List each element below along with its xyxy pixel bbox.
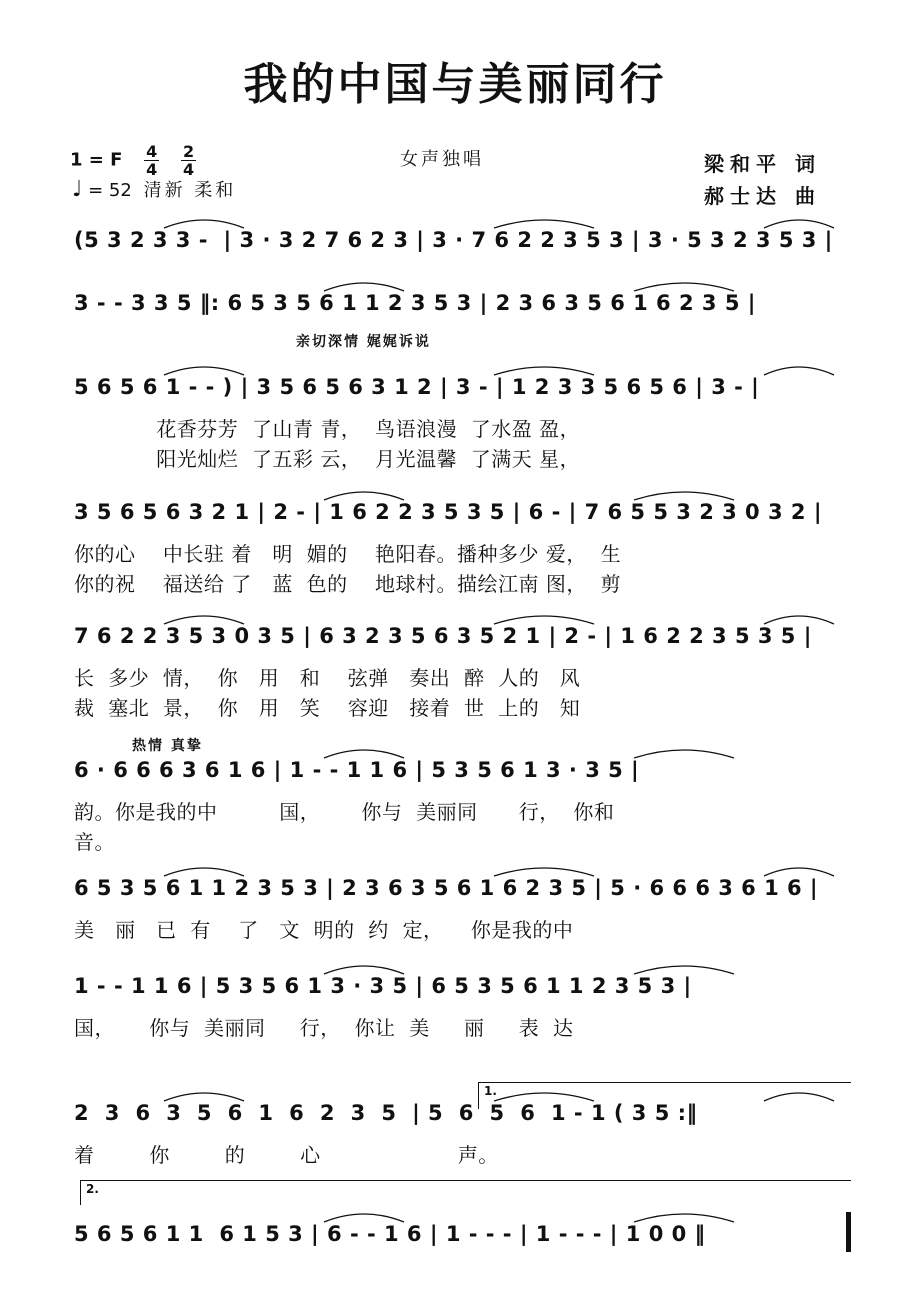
lyric-line-1: 美 丽 已 有 了 文 明的 约 定， 你是我的中 <box>74 918 574 942</box>
lyric-line-1: 着 你 的 心 声。 <box>74 1143 499 1167</box>
key-signature-block <box>70 143 196 178</box>
notation-line: 2 3 6 3 5 6 1 6 2 3 5 | 5 6 5 6 1 - 1 ( 3 5 :‖ <box>74 1101 698 1125</box>
final-barline <box>846 1212 851 1252</box>
slur-arc <box>324 750 404 758</box>
slur-arc <box>164 220 244 228</box>
lyric-line-1: 花香芬芳 了山青 青， 鸟语浪漫 了水盈 盈， <box>74 417 581 441</box>
slur-arc <box>494 616 594 624</box>
slur-marks <box>74 484 844 504</box>
performance-type: 女声独唱 <box>400 149 484 170</box>
slur-arc <box>634 966 734 974</box>
key-signature: 1 = F <box>70 149 123 171</box>
lyric-line-1: 你的心 中长驻 着 明 媚的 艳阳春。播种多少 爱， 生 <box>74 542 622 566</box>
slur-arc <box>764 616 834 624</box>
slur-marks <box>74 275 844 295</box>
notation-line: 3 - - 3 3 5 ‖: 6 5 3 5 6 1 1 2 3 5 3 | 2 3 6 3 5 6 1 6 2 3 5 | <box>74 291 756 315</box>
expression-mark-2: 热情 真挚 <box>132 738 203 754</box>
notation-line: 6 · 6 6 6 3 6 1 6 | 1 - - 1 1 6 | 5 3 5 6 1 3 · 3 5 | <box>74 758 640 782</box>
slur-arc <box>164 1093 244 1101</box>
lyric-line-1: 韵。你是我的中 国， 你与 美丽同 行， 你和 <box>74 800 615 824</box>
slur-marks <box>74 958 844 978</box>
lyric-line-2: 音。 <box>74 830 115 854</box>
slur-marks <box>74 860 844 880</box>
time-signature-1: $\frac{4}{4}$ <box>146 142 158 179</box>
slur-arc <box>164 367 244 375</box>
slur-arc <box>324 1214 404 1222</box>
slur-marks <box>74 1206 844 1226</box>
slur-arc <box>764 367 834 375</box>
notation-line: (5 3 2 3 3 - | 3 · 3 2 7 6 2 3 | 3 · 7 6 2 2 3 5 3 | 3 · 5 3 2 3 5 3 | <box>74 228 833 252</box>
slur-marks <box>74 212 844 232</box>
song-title: 我的中国与美丽同行 <box>243 59 667 110</box>
lyric-line-1: 国， 你与 美丽同 行， 你让 美 丽 表 达 <box>74 1016 574 1040</box>
slur-arc <box>164 868 244 876</box>
quarter-note-icon: ♩ <box>72 177 83 202</box>
notation-line: 7 6 2 2 3 5 3 0 3 5 | 6 3 2 3 5 6 3 5 2 1 | 2 - | 1 6 2 2 3 5 3 5 | <box>74 624 812 648</box>
slur-arc <box>164 616 244 624</box>
first-ending-bracket <box>478 1082 851 1109</box>
tempo-value: = 52 <box>88 180 132 201</box>
lyric-line-1: 长 多少 情， 你 用 和 弦弹 奏出 醉 人的 风 <box>74 666 581 690</box>
first-ending-label: 1. <box>484 1084 497 1098</box>
lyricist-credit: 梁和平 词 <box>704 152 821 176</box>
notation-line: 3 5 6 5 6 3 2 1 | 2 - | 1 6 2 2 3 5 3 5 | 6 - | 7 6 5 5 3 2 3 0 3 2 | <box>74 500 822 524</box>
slur-arc <box>634 750 734 758</box>
slur-arc <box>634 283 734 291</box>
notation-line: 1 - - 1 1 6 | 5 3 5 6 1 3 · 3 5 | 6 5 3 5 6 1 1 2 3 5 3 | <box>74 974 692 998</box>
second-ending-label: 2. <box>86 1182 99 1196</box>
tempo-marking: 清新 柔和 <box>143 180 237 201</box>
slur-arc <box>634 1214 734 1222</box>
notation-line: 5 6 5 6 1 1 6 1 5 3 | 6 - - 1 6 | 1 - - - | 1 - - - | 1 0 0 ‖ <box>74 1222 706 1246</box>
lyric-line-2: 你的祝 福送给 了 蓝 色的 地球村。描绘江南 图， 剪 <box>74 572 622 596</box>
composer-credit: 郝士达 曲 <box>704 184 821 208</box>
tempo-block <box>72 176 236 202</box>
slur-marks <box>74 359 844 379</box>
lyric-line-2: 阳光灿烂 了五彩 云， 月光温馨 了满天 星， <box>74 447 581 471</box>
lyric-line-2: 裁 塞北 景， 你 用 笑 容迎 接着 世 上的 知 <box>74 696 581 720</box>
slur-arc <box>494 220 594 228</box>
notation-line: 6 5 3 5 6 1 1 2 3 5 3 | 2 3 6 3 5 6 1 6 2 3 5 | 5 · 6 6 6 3 6 1 6 | <box>74 876 819 900</box>
expression-mark-1: 亲切深情 娓娓诉说 <box>296 334 431 350</box>
second-ending-bracket <box>80 1180 851 1205</box>
slur-arc <box>494 367 594 375</box>
notation-line: 5 6 5 6 1 - - ) | 3 5 6 5 6 3 1 2 | 3 - | 1 2 3 3 5 6 5 6 | 3 - | <box>74 375 760 399</box>
slur-arc <box>324 492 404 500</box>
slur-arc <box>324 966 404 974</box>
slur-arc <box>634 492 734 500</box>
slur-arc <box>494 868 594 876</box>
slur-arc <box>324 283 404 291</box>
slur-marks <box>74 608 844 628</box>
slur-arc <box>764 220 834 228</box>
slur-arc <box>764 868 834 876</box>
time-signature-2: $\frac{2}{4}$ <box>183 142 195 179</box>
